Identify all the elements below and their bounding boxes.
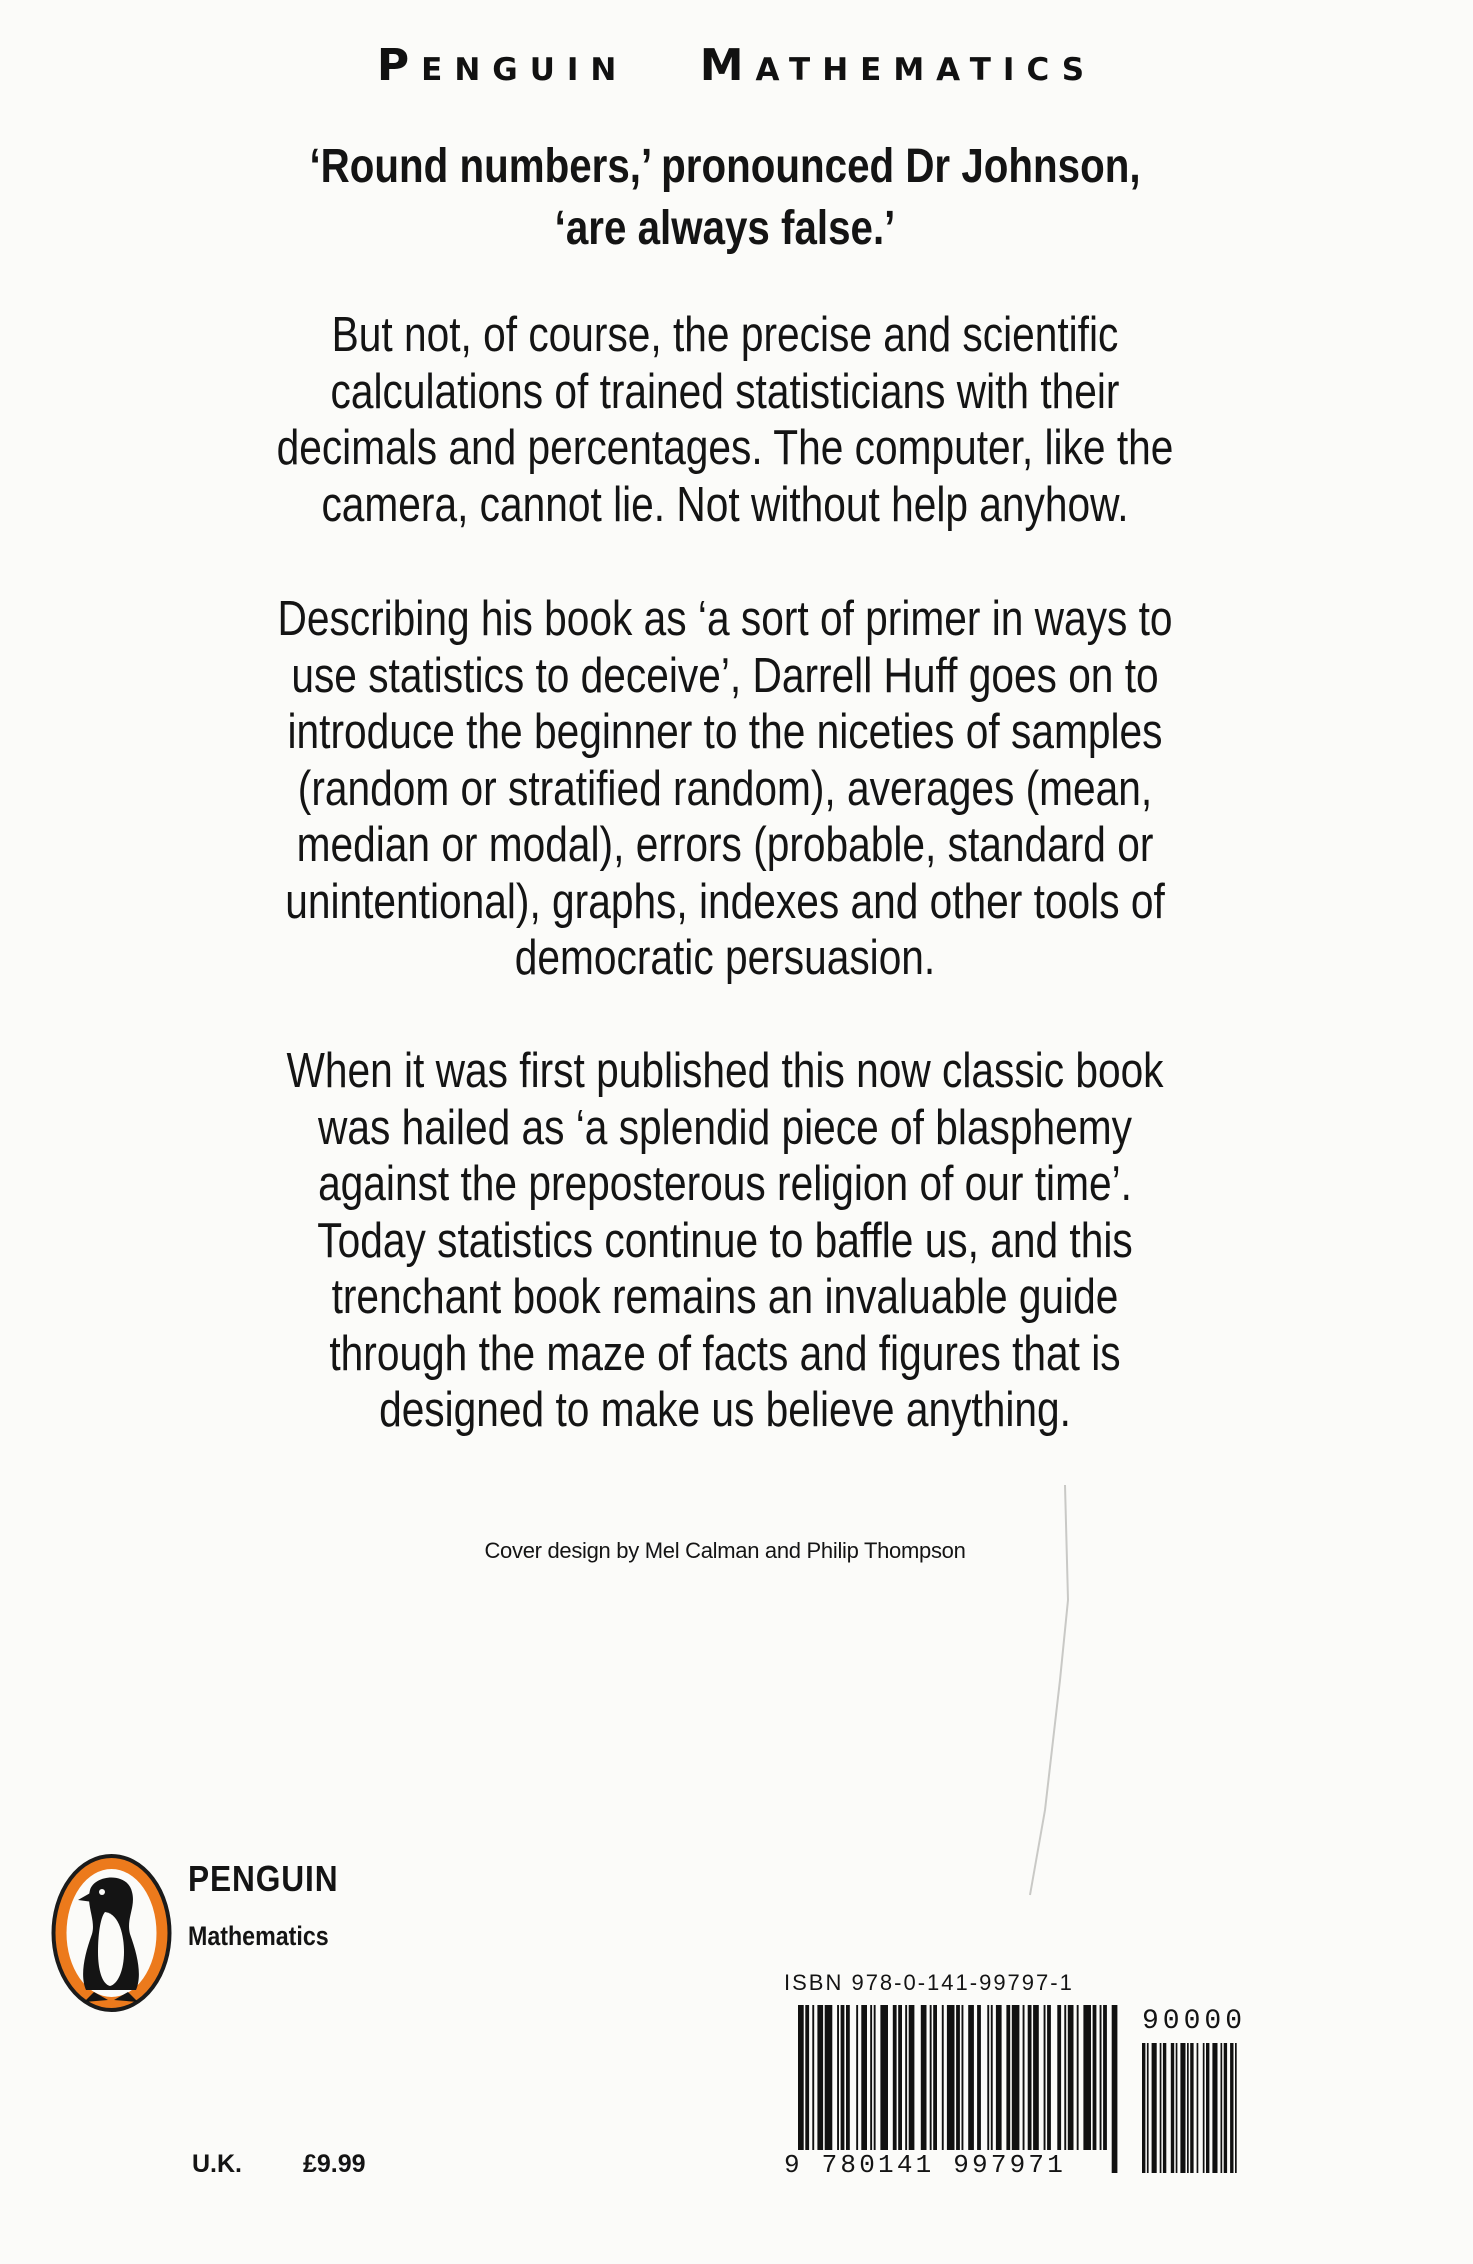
imprint-subtitle: Mathematics — [188, 1921, 329, 1951]
barcode-bar — [898, 2005, 902, 2150]
barcode-bar — [933, 2005, 937, 2150]
barcode-bar — [1023, 2005, 1025, 2150]
blurb-paragraph-3: When it was first published this now classic book was hailed as ‘a splendid piece of blasphemy against the preposterous religion of our time’. Today statistics continue to baffle us, and this trenchant book remains an invaluable guide through the maze of facts and figures that is designed to make us believe anything. — [286, 1044, 1164, 1437]
barcode-bar — [991, 2005, 993, 2173]
barcode-bar — [1064, 2005, 1066, 2150]
barcode-bar — [798, 2005, 804, 2173]
barcode-bar — [812, 2005, 814, 2173]
barcode-addon-bar — [1171, 2043, 1174, 2173]
barcode-bar — [1028, 2005, 1032, 2150]
barcode-bar — [1044, 2005, 1046, 2150]
series-word-publisher: Penguin — [376, 40, 629, 91]
barcode-bar — [921, 2005, 927, 2150]
barcode-bar — [996, 2005, 1002, 2173]
barcode-bar — [956, 2005, 960, 2150]
series-title — [0, 40, 1473, 91]
barcode-addon-digits: 90000 — [1142, 2006, 1247, 2037]
barcode-bar — [942, 2005, 944, 2150]
barcode-bar — [1077, 2005, 1079, 2150]
barcode-bar — [1093, 2005, 1097, 2150]
barcode-addon-bar — [1142, 2043, 1145, 2173]
barcode-addon-bar — [1152, 2043, 1157, 2173]
barcode-addon-bar — [1203, 2043, 1205, 2173]
barcode-bar — [805, 2005, 809, 2173]
barcode-addon-bar — [1180, 2043, 1185, 2173]
barcode-bar — [1103, 2005, 1107, 2150]
barcode-addon-bar — [1147, 2043, 1149, 2173]
barcode-addon-bar — [1163, 2043, 1166, 2173]
price-region: U.K. — [192, 2150, 242, 2178]
barcode-bar — [930, 2005, 932, 2150]
isbn-label: ISBN 978-0-141-99797-1 — [784, 1970, 1074, 1995]
barcode-bar — [880, 2005, 888, 2150]
barcode-bar — [893, 2005, 897, 2150]
barcode-addon-bar — [1230, 2043, 1233, 2173]
barcode-addon-bar — [1224, 2043, 1227, 2173]
barcode-bar — [905, 2005, 907, 2150]
barcode-bar — [947, 2005, 955, 2150]
barcode-addon-bar — [1176, 2043, 1178, 2173]
blurb-paragraph-2: Describing his book as ‘a sort of primer in ways to use statistics to deceive’, Darrell Huff goes on to introduce the beginner to the niceties of samples (random or stratified random), averages (mean, median or modal), errors (probable, standard or unintentional), graphs, indexes and other tools of democratic persuasion. — [277, 592, 1173, 985]
barcode-addon-bar — [1190, 2043, 1193, 2173]
barcode-bar — [874, 2005, 876, 2150]
barcode-bar — [825, 2005, 833, 2150]
barcode-human-readable: 9 780141 997971 — [784, 2150, 1067, 2180]
barcode-addon-bar — [1235, 2043, 1237, 2173]
barcode-bar — [1100, 2005, 1102, 2150]
barcode-addon-bar — [1206, 2043, 1209, 2173]
imprint-name: PENGUIN — [188, 1858, 339, 1899]
penguin-logo-icon — [50, 1852, 173, 2014]
barcode-bar — [1083, 2005, 1091, 2150]
tagline-quote: ‘Round numbers,’ pronounced Dr Johnson, ‘are always false.’ — [309, 140, 1141, 255]
barcode-bar — [1012, 2005, 1020, 2150]
cover-design-credit: Cover design by Mel Calman and Philip Thompson — [484, 1538, 966, 1563]
series-word-subject: Mathematics — [699, 40, 1097, 91]
barcode-bar — [1047, 2005, 1051, 2150]
barcode-bar — [1112, 2005, 1118, 2173]
barcode-bar — [856, 2005, 858, 2150]
barcode-bar — [861, 2005, 867, 2150]
barcode-bar — [962, 2005, 964, 2150]
barcode-addon-bar — [1212, 2043, 1217, 2173]
barcode-bar — [1033, 2005, 1039, 2150]
barcode-bar — [987, 2005, 989, 2150]
barcode-bar — [968, 2005, 974, 2150]
barcode-addon-bar — [1221, 2043, 1223, 2173]
barcode-bar — [837, 2005, 839, 2150]
barcode-bar — [870, 2005, 872, 2150]
barcode-bar — [1068, 2005, 1074, 2150]
barcode-bar — [977, 2005, 981, 2150]
paper-crease — [990, 1480, 1110, 1900]
barcode-bar — [846, 2005, 850, 2150]
barcode-bar — [817, 2005, 823, 2150]
barcode-bar — [909, 2005, 915, 2150]
price-value: £9.99 — [303, 2150, 366, 2178]
barcode-addon-bar — [1197, 2043, 1199, 2173]
barcode-addon-bar — [1187, 2043, 1189, 2173]
barcode-bar — [1006, 2005, 1010, 2173]
barcode-bar — [841, 2005, 845, 2150]
blurb-paragraph-1: But not, of course, the precise and scientific calculations of trained statisticians with their decimals and percentages. The computer, like the camera, cannot lie. Not without help anyhow. — [276, 308, 1174, 532]
barcode-bar — [1057, 2005, 1061, 2150]
barcode-addon-bar — [1160, 2043, 1162, 2173]
